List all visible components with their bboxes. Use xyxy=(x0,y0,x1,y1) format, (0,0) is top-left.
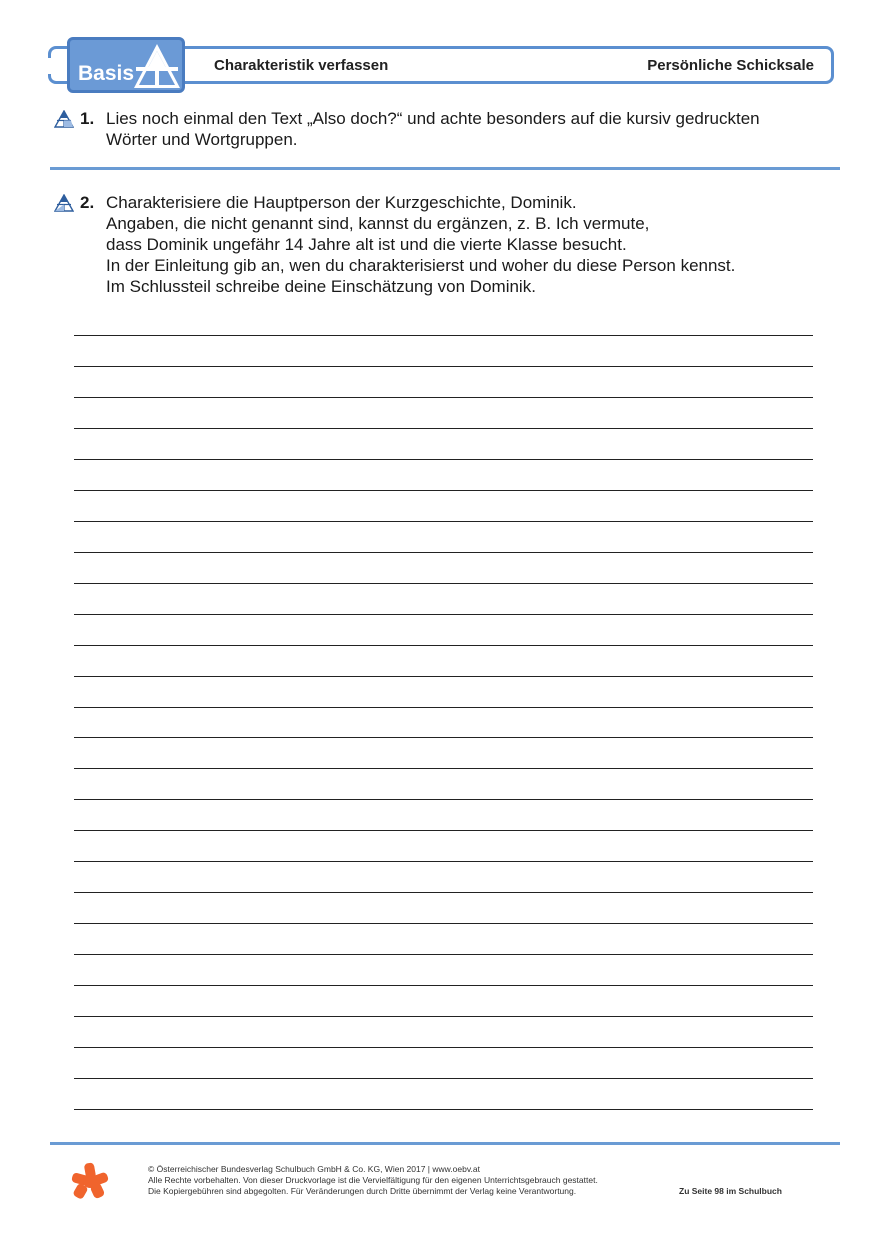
writing-line[interactable] xyxy=(74,614,813,615)
writing-line[interactable] xyxy=(74,923,813,924)
writing-line[interactable] xyxy=(74,335,813,336)
writing-line[interactable] xyxy=(74,1109,813,1110)
task-text-line: Lies noch einmal den Text „Also doch?“ und achte besonders auf die kursiv gedruckten xyxy=(106,109,760,128)
pyramid-icon xyxy=(54,110,74,128)
task-text-line: dass Dominik ungefähr 14 Jahre alt ist und die vierte Klasse besucht. xyxy=(106,235,627,254)
copyright-notice xyxy=(148,1164,598,1197)
writing-line[interactable] xyxy=(74,552,813,553)
writing-line[interactable] xyxy=(74,954,813,955)
task-instruction xyxy=(106,192,826,297)
writing-line[interactable] xyxy=(74,676,813,677)
writing-line[interactable] xyxy=(74,1078,813,1079)
pyramid-icon xyxy=(132,42,182,92)
writing-line[interactable] xyxy=(74,707,813,708)
writing-line[interactable] xyxy=(74,428,813,429)
worksheet-title: Charakteristik verfassen xyxy=(214,57,389,74)
writing-line[interactable] xyxy=(74,1047,813,1048)
writing-line[interactable] xyxy=(74,799,813,800)
pyramid-icon xyxy=(54,194,74,212)
header-frame-gap xyxy=(44,58,56,74)
writing-line[interactable] xyxy=(74,830,813,831)
task-text-line: Charakterisiere die Hauptperson der Kurzgeschichte, Dominik. xyxy=(106,193,577,212)
copyright-line: © Österreichischer Bundesverlag Schulbuch GmbH & Co. KG, Wien 2017 | www.oebv.at xyxy=(148,1164,480,1174)
writing-line[interactable] xyxy=(74,366,813,367)
writing-line[interactable] xyxy=(74,768,813,769)
copyright-line: Die Kopiergebühren sind abgegolten. Für Veränderungen durch Dritte übernimmt der Verlag keine Verantwortung. xyxy=(148,1186,577,1196)
task-text-line: In der Einleitung gib an, wen du charakterisierst und woher du diese Person kennst. xyxy=(106,256,736,275)
writing-line[interactable] xyxy=(74,490,813,491)
page-reference: Zu Seite 98 im Schulbuch xyxy=(679,1186,782,1196)
footer-divider xyxy=(50,1142,840,1145)
publisher-logo-icon xyxy=(70,1162,110,1200)
task-text-line: Wörter und Wortgruppen. xyxy=(106,130,298,149)
writing-line[interactable] xyxy=(74,737,813,738)
writing-line[interactable] xyxy=(74,645,813,646)
basis-label: Basis xyxy=(78,62,135,85)
writing-line[interactable] xyxy=(74,459,813,460)
writing-line[interactable] xyxy=(74,892,813,893)
writing-line[interactable] xyxy=(74,397,813,398)
section-divider xyxy=(50,167,840,170)
writing-line[interactable] xyxy=(74,1016,813,1017)
writing-line[interactable] xyxy=(74,583,813,584)
task-text-line: Im Schlussteil schreibe deine Einschätzung von Dominik. xyxy=(106,277,536,296)
copyright-line: Alle Rechte vorbehalten. Von dieser Druckvorlage ist die Vervielfältigung für den eigenen Unterrichtsgebrauch gestattet. xyxy=(148,1175,598,1185)
writing-line[interactable] xyxy=(74,521,813,522)
task-number: 2. xyxy=(80,193,95,212)
task-instruction xyxy=(106,108,826,150)
task-text-line: Angaben, die nicht genannt sind, kannst du ergänzen, z. B. Ich vermute, xyxy=(106,214,650,233)
task-number: 1. xyxy=(80,109,95,128)
basis-badge xyxy=(67,37,185,93)
writing-line[interactable] xyxy=(74,861,813,862)
writing-line[interactable] xyxy=(74,985,813,986)
worksheet-topic: Persönliche Schicksale xyxy=(647,57,814,74)
